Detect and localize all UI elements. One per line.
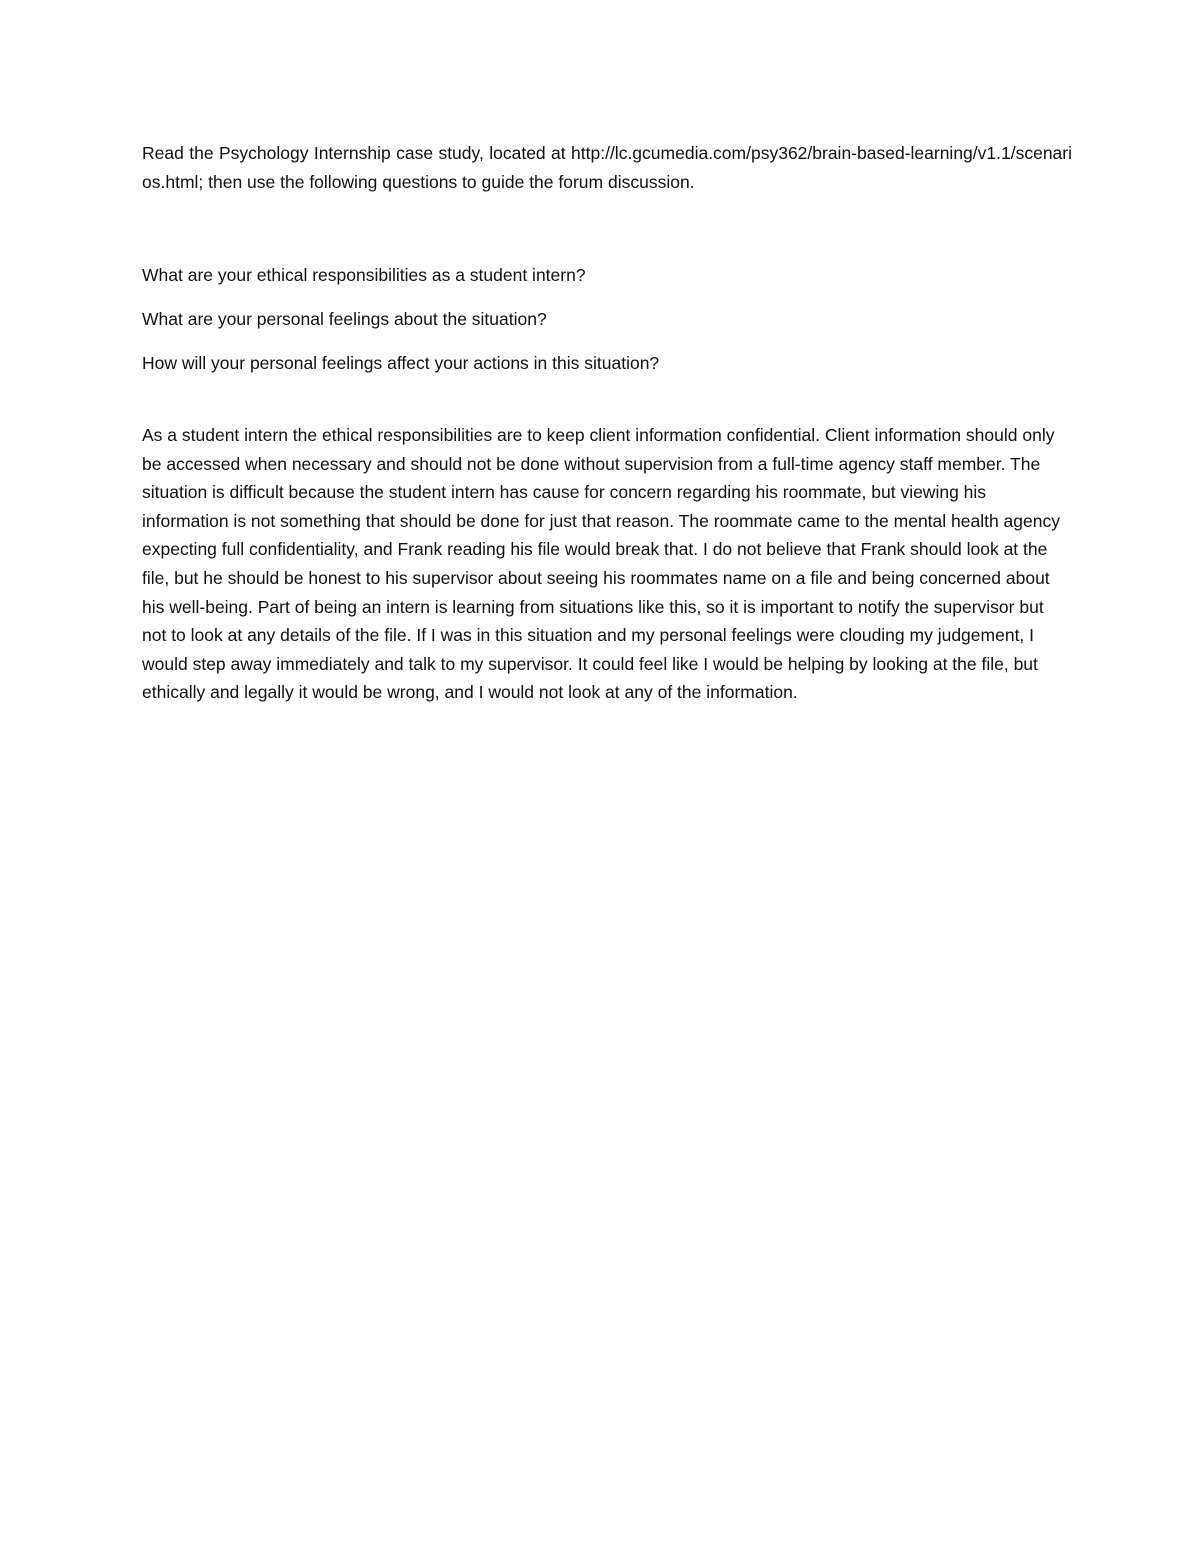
question-item: What are your personal feelings about the situation? (142, 309, 547, 329)
question-list (142, 261, 1072, 378)
question-item: What are your ethical responsibilities as a student intern? (142, 265, 586, 285)
intro-paragraph: Read the Psychology Internship case study, located at http://lc.gcumedia.com/psy362/brain-based-learning/v1.1/scenarios.html; then use the following questions to guide the forum discussion. (142, 143, 1072, 192)
question-item: How will your personal feelings affect your actions in this situation? (142, 353, 660, 373)
document-body (142, 139, 1072, 707)
response-paragraph: As a student intern the ethical responsibilities are to keep client information confidential. Client information should only be accessed when necessary and should not be done without supervision from a full-time agency staff member. The situation is difficult because the student intern has cause for concern regarding his roommate, but viewing his information is not something that should be done for just that reason. The roommate came to the mental health agency expecting full confidentiality, and Frank reading his file would break that. I do not believe that Frank should look at the file, but he should be honest to his supervisor about seeing his roommates name on a file and being concerned about his well-being. Part of being an intern is learning from situations like this, so it is important to notify the supervisor but not to look at any details of the file. If I was in this situation and my personal feelings were clouding my judgement, I would step away immediately and talk to my supervisor. It could feel like I would be helping by looking at the file, but ethically and legally it would be wrong, and I would not look at any of the information. (142, 425, 1060, 703)
